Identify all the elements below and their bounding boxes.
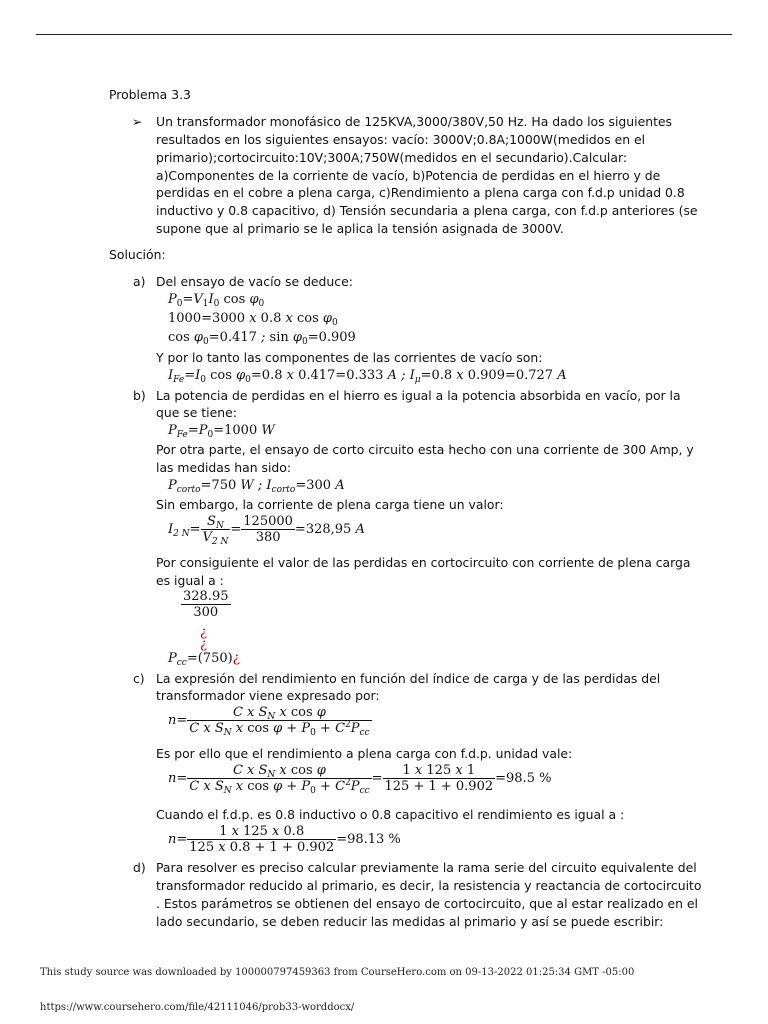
item-c-text: transformador viene expresado por: (156, 688, 380, 703)
statement-line: perdidas en el cobre a plena carga, c)Rendimiento a plena carga con f.d.p unidad 0.8 (156, 185, 685, 200)
item-d-text: . Estos parámetros se obtienen del ensayo de cortocircuito, que al estar realizado en el (156, 896, 698, 911)
equation-pfe: $P_{Fe}=P_0=1000$ W (168, 423, 275, 440)
item-b-text: es igual a : (156, 573, 224, 588)
statement-line: primario);cortocircuito:10V;300A;750W(medidos en el secundario).Calcular: (156, 150, 628, 165)
item-c-text: La expresión del rendimiento en función del índice de carga y de las perdidas del (156, 671, 661, 686)
item-c-marker: c) (133, 671, 145, 686)
item-b-text: La potencia de perdidas en el hierro es igual a la potencia absorbida en vacío, por la (156, 388, 681, 403)
equation-i2n: $I_{2 N}=$ $\frac{S_N}{V_{2 N}}$ = $\frac{125000}{380}$ =328,95 A (168, 514, 365, 547)
equation-ife-imu: $I_{Fe}=I_0$ $\cos \varphi_0=0.8$ x 0.417=0.333 A ; $I_\mu=0.8$ x 0.909=0.727 A (168, 368, 567, 385)
statement-line: Un transformador monofásico de 125KVA,3000/380V,50 Hz. Ha dado los siguientes (156, 114, 673, 129)
problem-title: Problema 3.3 (109, 87, 191, 102)
equation-cos-sin: $\cos \varphi_0=0.417$ ; $\sin \varphi_0=0.909$ (168, 330, 356, 347)
equation-efficiency-general: n= $\frac{C x S_N x \cos \varphi}{C x S_N x \cos \varphi + P_0 + C^2P_{cc}}$ (168, 705, 370, 738)
equation-1000: 1000=3000 x 0.8 x $\cos \varphi_0$ (168, 311, 338, 328)
solution-label: Solución: (109, 247, 166, 262)
item-c-text: Es por ello que el rendimiento a plena carga con f.d.p. unidad vale: (156, 746, 573, 761)
item-b-text: Sin embargo, la corriente de plena carga tiene un valor: (156, 497, 504, 512)
equation-pcorto: $P_{corto}=750$ W ; $I_{corto}=300$ A (168, 478, 345, 495)
item-b-text: que se tiene: (156, 405, 237, 420)
broken-glyph: ¿ (200, 637, 207, 652)
bullet-arrow-icon: ➢ (132, 114, 143, 129)
statement-line: resultados en los siguientes ensayos: vacío: 3000V;0.8A;1000W(medidos en el (156, 132, 646, 147)
broken-glyph: ¿ (200, 625, 207, 640)
item-d-marker: d) (133, 860, 146, 875)
item-b-text: las medidas han sido: (156, 460, 292, 475)
equation-efficiency-08: n= $\frac{1 x 125 x 0.8}{125 x 0.8 + 1 + 0.902}$ =98.13 % (168, 824, 401, 855)
item-b-text: Por otra parte, el ensayo de corto circuito esta hecho con una corriente de 300 Amp, y (156, 442, 694, 457)
equation-p0: $P_0=V_1I_0$ $\cos \varphi_0$ (168, 292, 265, 309)
item-d-text: Para resolver es preciso calcular previamente la rama serie del circuito equivalente del (156, 860, 697, 875)
top-rule (36, 34, 732, 35)
item-d-text: transformador reducido al primario, es decir, la resistencia y reactancia de cortocircuito (156, 878, 702, 893)
statement-line: supone que al primario se le aplica la tensión asignada de 3000V. (156, 221, 564, 236)
equation-fraction-328-300: $\frac{328.95}{300}$ (183, 589, 229, 620)
item-b-marker: b) (133, 388, 146, 403)
download-notice: This study source was downloaded by 100000797459363 from CourseHero.com on 09-13-2022 01:25:34 GMT -05:00 (40, 967, 635, 978)
equation-pcc: $P_{cc}=(750)¿$ (168, 651, 240, 668)
item-a-intro: Del ensayo de vacío se deduce: (156, 274, 353, 289)
equation-efficiency-unity: n= $\frac{C x S_N x \cos \varphi}{C x S_N x \cos \varphi + P_0 + C^2P_{cc}}$ = $\frac{1 x 125 x 1}{125 + 1 + 0.902}$ =98.5 % (168, 763, 552, 796)
source-url[interactable]: https://www.coursehero.com/file/42111046/prob33-worddocx/ (40, 1002, 355, 1013)
statement-line: inductivo y 0.8 capacitivo, d) Tensión secundaria a plena carga, con f.d.p anteriores (se (156, 203, 698, 218)
item-c-text: Cuando el f.d.p. es 0.8 inductivo o 0.8 capacitivo el rendimiento es igual a : (156, 807, 625, 822)
item-a-components-intro: Y por lo tanto las componentes de las corrientes de vacío son: (156, 350, 543, 365)
item-d-text: lado secundario, se deben reducir las medidas al primario y así se puede escribir: (156, 914, 664, 929)
item-a-marker: a) (133, 274, 146, 289)
item-b-text: Por consiguiente el valor de las perdidas en cortocircuito con corriente de plena carga (156, 555, 691, 570)
statement-line: a)Componentes de la corriente de vacío, b)Potencia de perdidas en el hierro y de (156, 168, 661, 183)
